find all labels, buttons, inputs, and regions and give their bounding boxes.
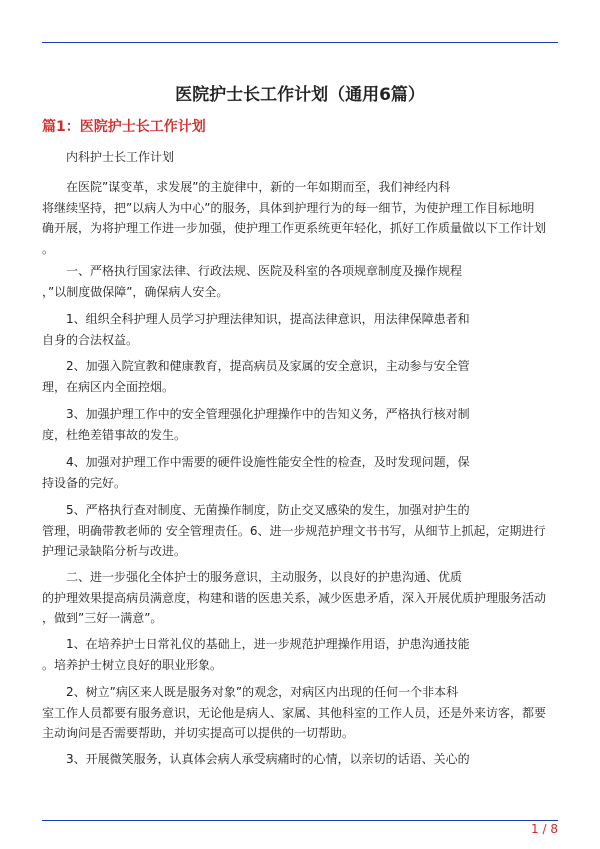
text-line: 内科护士长工作计划 — [42, 150, 175, 164]
text-line: 二、进一步强化全体护士的服务意识，主动服务，以良好的护患沟通、优质 — [42, 570, 463, 584]
text-line: 。 — [42, 241, 55, 256]
paragraph-1 — [42, 147, 562, 168]
paragraph-3 — [42, 261, 562, 302]
text-line: 主动询问是否需要帮助，并切实提高可以提供的一切帮助。 — [42, 726, 355, 740]
text-line: 理，在病区内全面控烟。 — [42, 379, 175, 394]
text-line: 自身的合法权益。 — [42, 332, 139, 347]
text-line: 。培养护士树立良好的职业形象。 — [42, 657, 223, 672]
text-line: 一、严格执行国家法律、行政法规、医院及科室的各项规章制度及操作规程 — [42, 264, 463, 278]
paragraph-5 — [42, 356, 562, 397]
paragraph-8 — [42, 500, 562, 562]
paragraph-6 — [42, 404, 562, 445]
text-line: 将继续坚持，把”以病人为中心”的服务，具体到护理行为的每一细节，为使护理工作目标地明 — [42, 200, 535, 215]
text-line: ，”以制度做保障”，确保病人安全。 — [42, 284, 229, 299]
paragraph-11 — [42, 682, 562, 744]
text-line: 确开展，为将护理工作进一步加强，使护理工作更系统更年轻化，抓好工作质量做以下工作计划 — [42, 221, 547, 235]
text-line: 室工作人员都要有服务意识，无论他是病人、家属、其他科室的工作人员，还是外来访客，都要 — [42, 705, 547, 720]
text-line: 3、加强护理工作中的安全管理强化护理操作中的告知义务，严格执行核对制 — [42, 407, 470, 421]
text-line: 管理，明确带教老师的 安全管理责任。6、进一步规范护理文书书写，从细节上抓起，定期进行 — [42, 523, 546, 538]
text-line: 4、加强对护理工作中需要的硬件设施性能安全性的检查，及时发现问题，保 — [42, 455, 470, 469]
paragraph-12 — [42, 749, 562, 770]
bottom-rule — [42, 820, 558, 821]
paragraph-7 — [42, 452, 562, 493]
paragraph-4 — [42, 309, 562, 350]
text-line: 持设备的完好。 — [42, 475, 127, 490]
paragraph-2 — [42, 177, 562, 259]
text-line: 的护理效果提高病员满意度，构建和谐的医患关系，减少医患矛盾，深入开展优质护理服务活动 — [42, 590, 547, 605]
section-heading: 篇1：医院护士长工作计划 — [42, 119, 206, 135]
paragraph-10 — [42, 634, 562, 675]
text-line: 度，杜绝差错事故的发生。 — [42, 427, 187, 442]
text-line: 护理记录缺陷分析与改进。 — [42, 544, 187, 558]
text-line: 在医院”谋变革，求发展”的主旋律中，新的一年如期而至，我们神经内科 — [42, 180, 451, 194]
text-line: 3、开展微笑服务，认真体会病人承受病痛时的心情，以亲切的话语、关心的 — [42, 752, 470, 766]
text-line: 1、组织全科护理人员学习护理法律知识，提高法律意识，用法律保障患者和 — [42, 312, 470, 326]
text-line: 2、加强入院宣教和健康教育，提高病员及家属的安全意识，主动参与安全管 — [42, 359, 470, 373]
document-title: 医院护士长工作计划（通用6篇） — [175, 85, 425, 105]
paragraph-9 — [42, 567, 562, 629]
text-line: ，做到”三好一满意”。 — [42, 611, 163, 625]
text-line: 2、树立”病区来人既是服务对象”的观念，对病区内出现的任何一个非本科 — [42, 685, 459, 699]
text-line: 5、严格执行查对制度、无菌操作制度，防止交叉感染的发生，加强对护生的 — [42, 503, 470, 517]
text-line: 1、在培养护士日常礼仪的基础上，进一步规范护理操作用语，护患沟通技能 — [42, 637, 470, 651]
top-rule — [42, 42, 558, 43]
page-number: 1 / 8 — [531, 822, 558, 836]
